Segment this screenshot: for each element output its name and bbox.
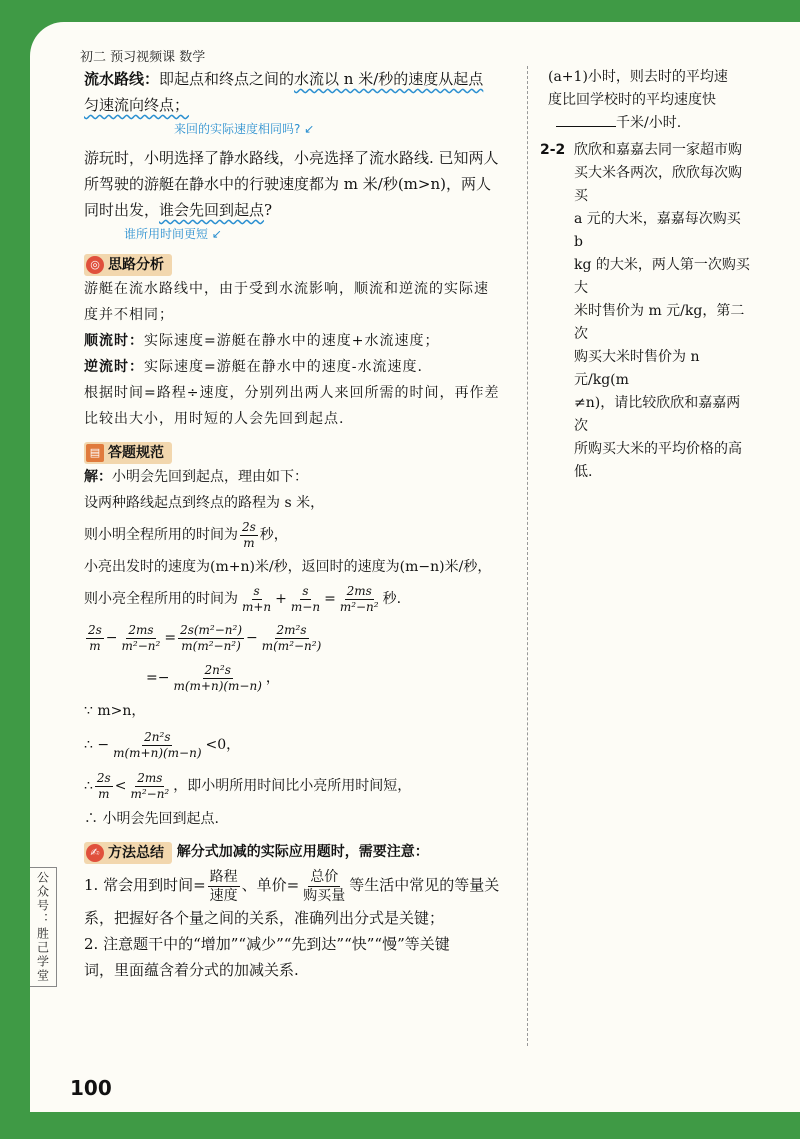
fraction (240, 520, 258, 551)
fraction (120, 623, 163, 654)
answer-line: 小亮出发时的速度为(m+n)米/秒，返回时的速度为(m−n)米/秒， (84, 559, 492, 575)
denominator: m (243, 535, 255, 550)
question-line: ≠n)，请比较欣欣和嘉嘉两次 (574, 395, 741, 434)
text: ，即小明所用时间比小亮所用时间短， (173, 778, 412, 794)
fraction (128, 771, 171, 802)
note-text: 来回的实际速度相同吗? (174, 122, 301, 136)
denominator: m²−n² (121, 638, 161, 653)
text: <0， (205, 737, 241, 753)
operator: + (275, 591, 287, 607)
summary-body (84, 865, 524, 983)
denominator: 速度 (209, 887, 238, 904)
prev-question-line: (a+1)小时，则去时的平均速 (548, 69, 728, 85)
numerator: 总价 (310, 868, 339, 885)
answer-line (84, 618, 524, 658)
problem-para-b: 所驾驶的游艇在静水中的行驶速度都为 m 米/秒(m>n)，两人 (84, 175, 491, 193)
numerator: 2m²s (276, 622, 307, 637)
tag-label: 思路分析 (108, 257, 164, 273)
question-line: 米时售价为 m 元/kg，第二次 (574, 303, 745, 342)
fraction (111, 730, 203, 761)
problem-para-c (84, 197, 524, 223)
fraction (208, 868, 240, 905)
analysis-line: 游艇在流水路线中，由于受到水流影响，顺流和逆流的实际速 (84, 281, 489, 297)
question-2-2 (540, 139, 752, 484)
problem-para-a: 游玩时，小明选择了静水路线，小亮选择了流水路线. 已知两人 (84, 149, 499, 167)
question-line: 所购买大米的平均价格的高 (574, 441, 742, 457)
denominator: m(m²−n²) (181, 638, 241, 653)
fraction (171, 663, 263, 694)
summary-heading (84, 838, 524, 865)
question-line: 买大米各两次，欣欣每次购买 (574, 165, 742, 204)
problem-line2 (84, 92, 524, 118)
column-divider (527, 66, 528, 1046)
question-line: a 元的大米，嘉嘉每次购买 b (574, 211, 741, 250)
fraction (240, 584, 273, 615)
numerator: 2s (242, 519, 256, 534)
fraction (301, 868, 347, 905)
operator: = (164, 630, 177, 646)
text: 千米/小时. (616, 115, 682, 131)
text: ? (264, 201, 273, 219)
operator: − (105, 630, 118, 646)
prev-question-line: 度比回学校时的平均速度快 (548, 92, 716, 108)
text: 秒， (259, 527, 288, 543)
numerator: 2ms (128, 622, 154, 637)
question-line: 欣欣和嘉嘉去同一家超市购 (574, 142, 742, 158)
summary-line (84, 865, 524, 905)
tag-label: 方法总结 (108, 845, 164, 861)
note-text: 谁所用时间更短 (124, 227, 209, 241)
operator: = (324, 591, 336, 607)
text: 实际速度=游艇在静水中的速度-水流速度. (144, 359, 423, 375)
analysis-tag (84, 254, 172, 276)
wavy-text: 匀速流向终点； (84, 96, 190, 114)
numerator: s (302, 583, 309, 598)
denominator: m(m²−n²) (261, 638, 322, 653)
analysis-heading (84, 250, 524, 276)
question-number: 2-2 (540, 142, 566, 158)
text: ∴ − (84, 737, 110, 753)
numerator: 2s (88, 622, 102, 637)
analysis-line: 根据时间=路程÷速度，分别列出两人来回所需的时间，再作差 (84, 385, 500, 401)
wavy-text: 谁会先回到起点 (159, 201, 265, 219)
numerator: 2n²s (204, 662, 231, 677)
denominator: m (89, 638, 101, 653)
numerator: 2n²s (144, 729, 171, 744)
summary-title: 解分式加减的实际应用题时，需要注意： (176, 844, 429, 860)
numerator: s (253, 583, 260, 598)
operator: − (246, 630, 258, 646)
answer-line (84, 516, 524, 554)
hand-icon: ✍ (86, 844, 104, 862)
numerator: 2s (96, 770, 111, 785)
numerator: 2ms (137, 770, 163, 785)
analysis-line: 比较出大小，用时短的人会先回到起点. (84, 411, 345, 427)
downstream-label: 顺流时： (84, 333, 144, 349)
text: ∴ (84, 778, 93, 794)
text: 等生活中常见的等量关 (349, 876, 500, 894)
denominator: m+n (242, 599, 272, 614)
numerator: 2ms (346, 583, 372, 598)
denominator: m²−n² (339, 599, 379, 614)
answer-blank[interactable] (556, 112, 616, 127)
text: 则小亮全程所用的时间为 (84, 591, 238, 607)
brain-icon: ◎ (86, 256, 104, 274)
problem-line1 (84, 66, 524, 92)
denominator: m−n (290, 599, 321, 614)
denominator: m(m+n)(m−n) (173, 678, 262, 693)
wavy-text: 水流以 n 米/秒的速度从起点 (294, 70, 484, 88)
text: 小明会先回到起点，理由如下： (112, 469, 308, 485)
analysis-line (84, 328, 524, 354)
question-line: 购买大米时售价为 n 元/kg(m (574, 349, 700, 388)
text: 同时出发， (84, 201, 160, 219)
summary-line: 词，里面蕴含着分式的加减关系. (84, 961, 299, 979)
answer-line (84, 464, 524, 490)
numerator: 路程 (209, 868, 238, 885)
text: ， (265, 670, 280, 686)
text: 即起点和终点之间的 (159, 70, 295, 88)
flow-route-label: 流水路线： (84, 70, 160, 88)
upstream-label: 逆流时： (84, 359, 144, 375)
question-line: 低. (574, 464, 593, 480)
analysis-line: 度并不相同； (84, 307, 174, 323)
answer-heading (84, 438, 524, 464)
right-column (540, 66, 752, 484)
arrow-icon: ↙ (208, 227, 222, 241)
answer-tag (84, 442, 172, 464)
fraction (260, 623, 324, 654)
operator: < (114, 778, 127, 794)
side-tab: 公众号：胜己学堂 (30, 867, 57, 987)
page-number: 100 (70, 1076, 112, 1100)
running-header: 初二 预习视频课 数学 (80, 50, 206, 65)
left-column (84, 66, 524, 983)
summary-line: 系，把握好各个量之间的关系，准确列出分式是关键； (84, 909, 445, 927)
summary-line: 2. 注意题干中的“增加”“减少”“先到达”“快”“慢”等关键 (84, 935, 450, 953)
numerator: 2s(m²−n²) (180, 622, 243, 637)
arrow-icon: ↙ (300, 122, 315, 136)
denominator: m (98, 786, 110, 801)
prev-question-line (540, 112, 752, 135)
analysis-line (84, 354, 524, 380)
denominator: m²−n² (130, 786, 170, 801)
fraction (86, 623, 104, 654)
analysis-body (84, 276, 524, 432)
answer-line (84, 580, 524, 618)
operator: =− (146, 670, 170, 686)
annotation-2 (84, 223, 524, 244)
fraction (178, 623, 244, 654)
annotation-1 (84, 118, 524, 139)
denominator: m(m+n)(m−n) (113, 745, 202, 760)
denominator: 购买量 (303, 887, 346, 904)
answer-line: ∵ m>n， (84, 703, 146, 719)
fraction (95, 771, 113, 802)
answer-line: 设两种路线起点到终点的路程为 s 米， (84, 495, 325, 511)
answer-line (84, 766, 524, 806)
question-line: kg 的大米，两人第一次购买大 (574, 257, 750, 296)
text: 秒. (382, 591, 402, 607)
text: 、单价= (241, 876, 300, 894)
question-body (574, 139, 752, 484)
answer-line (84, 658, 524, 698)
summary-tag (84, 842, 172, 864)
text: 1. 常会用到时间= (84, 876, 206, 894)
fraction (289, 584, 322, 615)
text: 则小明全程所用的时间为 (84, 527, 238, 543)
answer-line: ∴ 小明会先回到起点. (84, 811, 219, 827)
tag-label: 答题规范 (108, 445, 164, 461)
calendar-icon: ▤ (86, 444, 104, 462)
solution-label: 解： (84, 469, 112, 485)
fraction (338, 584, 381, 615)
answer-line (84, 724, 524, 766)
answer-body (84, 464, 524, 832)
text: 实际速度=游艇在静水中的速度+水流速度； (144, 333, 440, 349)
